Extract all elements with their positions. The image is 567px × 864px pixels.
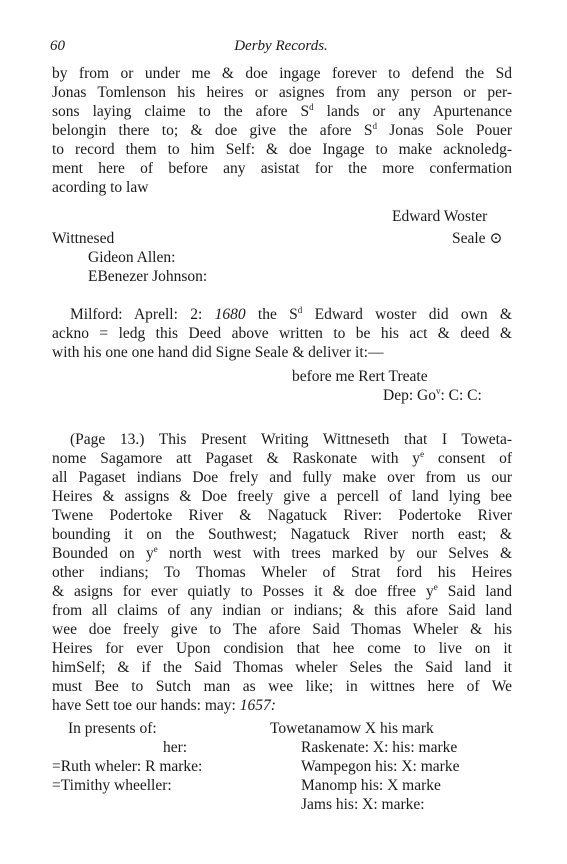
her-label: her: (163, 739, 188, 756)
deed2-line: Twene Podertoke River & Nagatuck River: Podertoke River (52, 507, 512, 524)
signer-name: Edward Woster (392, 208, 488, 225)
deed1-line: sons laying claime to the afore $S^d$ lands or any Apurtenance (52, 101, 512, 120)
witness-name: EBenezer Johnson: (88, 268, 208, 285)
deed2-line: Heires & assigns & Doe freely give a percell of land lying bee (52, 488, 512, 505)
signatory-mark: Manomp his: X marke (301, 777, 441, 794)
deed2-line: from all claims of any indian or indians; & this afore Said land (52, 602, 512, 619)
witnessed-label: Wittnesed (52, 230, 115, 247)
deed1-line: by from or under me & doe ingage forever to defend the Sd (52, 65, 512, 82)
deed2-line: nome Sagamore att Pagaset & Raskonate with $y^e$ consent of (52, 448, 512, 467)
signatory-mark: Jams his: X: marke: (301, 796, 425, 813)
signatory-mark: Wampegon his: X: marke (301, 758, 460, 775)
seal-mark: Seale ⊙ (452, 230, 503, 247)
deed1-line: belongin there to; & doe give the afore $S^d$ Jonas Sole Pouer (52, 120, 512, 139)
ack-line: ackno = ledg this Deed above written to be his act & deed & (52, 325, 512, 342)
deed2-line: other indians; To Thomas Wheler of Strat ford his Heires (52, 564, 512, 581)
deed1-line: to record them to him Self: & doe Ingage to make acknoledg- (52, 141, 512, 158)
page-number: 60 (50, 38, 65, 54)
deed2-line: & asigns for ever quiatly to Posses it & doe ffree $y^e$ Said land (52, 581, 513, 600)
deed1-line: Jonas Tomlenson his heires or asignes from any person or per- (52, 84, 512, 101)
presents-label: In presents of: (68, 720, 157, 737)
deed2-line: himSelf; & if the Said Thomas wheler Seles the Said land it (52, 659, 512, 676)
deed2-line: Heires for ever Upon condision that hee come to live on it (52, 640, 512, 657)
deed1-line: ment here of before any asistat for the more confermation (52, 160, 512, 177)
signatory-mark: Towetanamow X his mark (270, 720, 434, 737)
deed2-line: have Sett toe our hands: may: 1657: (52, 697, 276, 714)
deed2-line: wee doe freely give to The afore Said Thomas Wheler & his (52, 621, 512, 638)
deed2-line: must Bee to Sutch man as wee like; in wittnes here of We (52, 678, 512, 695)
witness-mark: =Timithy wheeller: (52, 777, 172, 794)
deed2-line: bounding it on the Southwest; Nagatuck River north east; & (52, 526, 512, 543)
deed1-line: acording to law (52, 179, 149, 196)
running-title: Derby Records. (234, 38, 328, 54)
ack-line: Milford: Aprell: 2: 1680 the $S^d$ Edward woster did own & (70, 304, 512, 323)
deed2-line: (Page 13.) This Present Writing Wittneseth that I Toweta- (70, 431, 512, 448)
witness-mark: =Ruth wheler: R marke: (52, 758, 203, 775)
ack-before: before me Rert Treate (292, 368, 428, 385)
deed2-line: Bounded on $y^e$ north west with trees marked by our Selves & (52, 543, 513, 562)
ack-deputy: Dep: Go$^v$: C: C: (383, 385, 482, 404)
deed2-line: all Pagaset indians Doe frely and fully make over from us our (52, 469, 512, 486)
signatory-mark: Raskenate: X: his: marke (301, 739, 458, 756)
page-header (50, 38, 512, 56)
ack-line: with his one one hand did Signe Seale & deliver it:— (52, 344, 384, 361)
witness-name: Gideon Allen: (88, 249, 176, 266)
